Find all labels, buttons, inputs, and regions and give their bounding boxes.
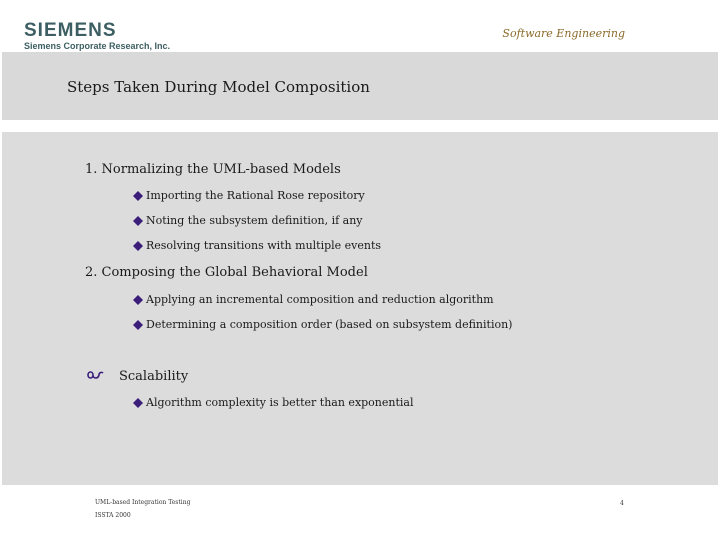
subitem-text: Importing the Rational Rose repository — [146, 189, 365, 202]
logo-wordmark: SIEMENS — [24, 20, 117, 41]
section-label: Software Engineering — [502, 27, 625, 40]
subitem-text: Applying an incremental composition and reduction algorithm — [146, 293, 494, 306]
slide-title: Steps Taken During Model Composition — [67, 78, 370, 96]
diamond-bullet-icon — [133, 295, 143, 305]
diamond-bullet-icon — [133, 216, 143, 226]
content-band — [2, 132, 718, 485]
subitem-text: Algorithm complexity is better than exponential — [146, 396, 414, 409]
subitem-text: Noting the subsystem definition, if any — [146, 214, 363, 227]
footer-talk-title: UML-based Integration Testing — [95, 499, 191, 506]
subitem-text: Resolving transitions with multiple events — [146, 239, 382, 252]
footer-venue: ISSTA 2000 — [95, 512, 131, 519]
step-1-subitem — [133, 239, 381, 252]
step-1: 1. Normalizing the UML-based Models — [85, 162, 341, 177]
diamond-bullet-icon — [133, 398, 143, 408]
logo-subtitle: Siemens Corporate Research, Inc. — [24, 41, 171, 51]
footer-info — [95, 496, 190, 522]
scalability-subitem — [133, 396, 414, 409]
scalability-heading: Scalability — [119, 369, 189, 384]
step-1-subitem — [133, 189, 365, 202]
diamond-bullet-icon — [133, 320, 143, 330]
siemens-logo — [24, 22, 170, 52]
subitem-text: Determining a composition order (based on subsystem definition) — [146, 318, 513, 331]
step-2-subitem — [133, 293, 494, 306]
step-1-subitem — [133, 214, 363, 227]
step-2-subitem — [133, 318, 512, 331]
diamond-bullet-icon — [133, 241, 143, 251]
curl-bullet-icon — [86, 369, 104, 381]
step-2: 2. Composing the Global Behavioral Model — [85, 265, 368, 280]
diamond-bullet-icon — [133, 191, 143, 201]
page-number: 4 — [620, 500, 624, 507]
